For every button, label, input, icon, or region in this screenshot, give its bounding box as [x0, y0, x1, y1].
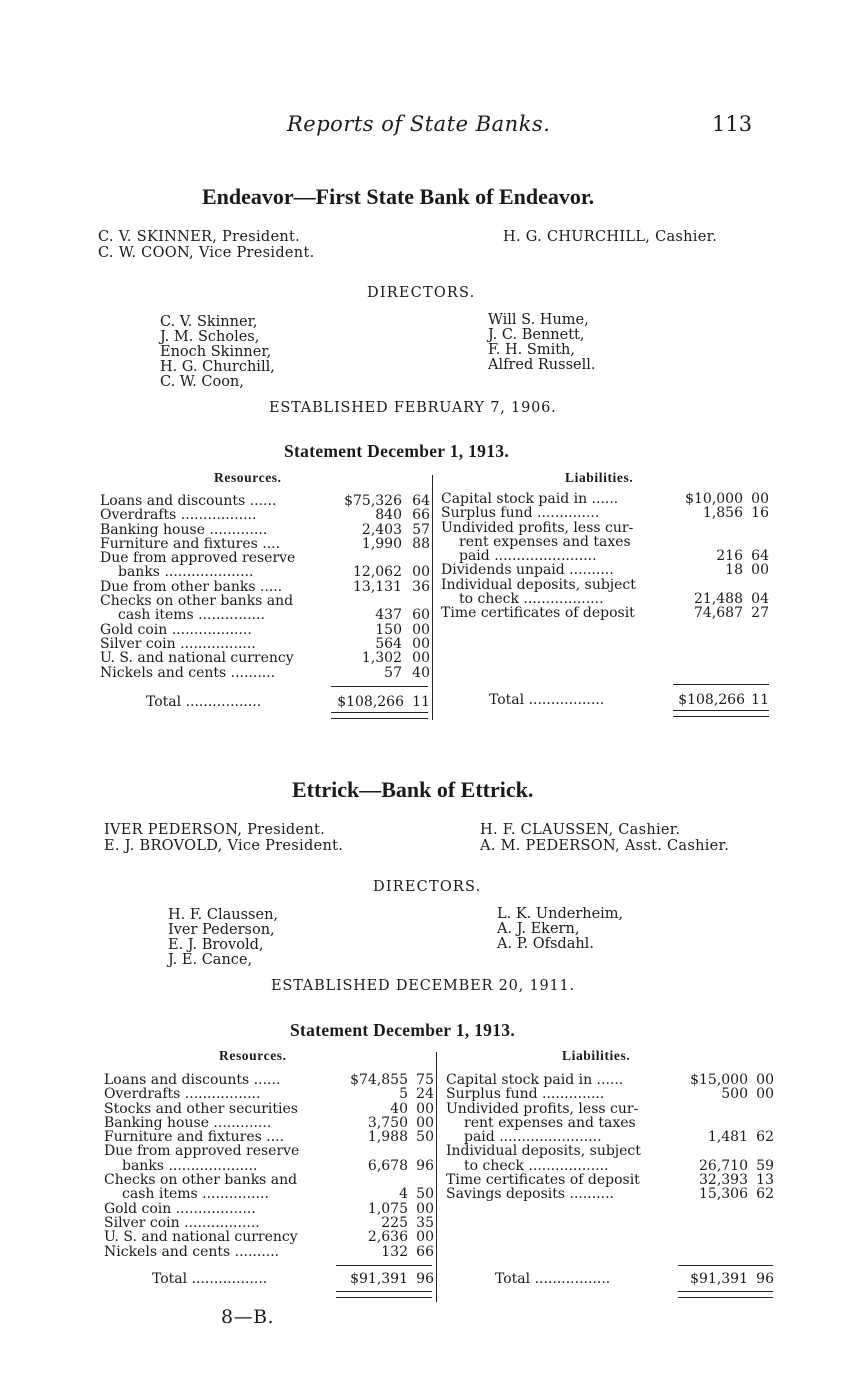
row-amount: 437 — [375, 607, 402, 624]
total-cents: 11 — [751, 692, 769, 708]
row-cents: 75 — [416, 1072, 434, 1088]
total-cents: 96 — [416, 1271, 434, 1287]
statement-title-ettrick: Statement December 1, 1913. — [290, 1020, 516, 1040]
subtotal-rule — [678, 1265, 773, 1266]
row-cents: 62 — [756, 1186, 774, 1203]
directors-right-endeavor — [488, 313, 595, 373]
row-amount: 3,750 — [367, 1114, 408, 1131]
resource-row — [104, 1173, 434, 1187]
director-name: L. K. Underheim, — [497, 906, 624, 922]
resources-heading-endeavor: Resources. — [214, 470, 282, 485]
liability-row — [441, 578, 769, 592]
row-cents: 00 — [412, 564, 430, 581]
row-amount: 1,990 — [361, 535, 402, 552]
row-amount: $10,000 — [685, 491, 743, 507]
row-amount: 40 — [390, 1100, 408, 1117]
officers-right-ettrick — [480, 822, 729, 854]
row-cents: 62 — [756, 1129, 774, 1146]
running-head — [0, 112, 867, 140]
row-label: Banking house ............. — [100, 522, 268, 537]
row-cents: 00 — [756, 1086, 774, 1103]
row-label: cash items ............... — [122, 1187, 269, 1202]
row-amount — [682, 1144, 748, 1158]
row-amount: 74,687 — [694, 605, 743, 622]
liabilities-total-ettrick — [495, 1272, 774, 1286]
resource-row — [104, 1144, 434, 1158]
row-label: rent expenses and taxes — [459, 534, 631, 550]
resource-row — [100, 494, 430, 508]
director-name: H. G. Churchill, — [160, 359, 275, 375]
row-label: Surplus fund .............. — [446, 1087, 605, 1102]
row-label: Undivided profits, less cur- — [441, 520, 634, 535]
liability-row — [441, 535, 769, 549]
row-cents — [748, 1102, 774, 1116]
row-label: Loans and discounts ...... — [104, 1073, 281, 1088]
row-cents: 60 — [412, 607, 430, 624]
row-amount: 26,710 — [699, 1157, 748, 1174]
row-cents: 57 — [412, 521, 430, 538]
row-label: Surplus fund .............. — [441, 506, 600, 521]
total-row — [152, 1272, 434, 1286]
total-label: Total ................. — [152, 1272, 268, 1287]
row-cents — [408, 1144, 434, 1158]
total-double-rule — [336, 1291, 432, 1298]
subtotal-rule — [673, 684, 769, 685]
row-cents: 96 — [416, 1157, 434, 1174]
running-title: Reports of State Banks. — [287, 112, 551, 136]
row-cents — [748, 1116, 774, 1130]
total-amount: $108,266 — [678, 692, 745, 708]
total-label: Total ................. — [146, 695, 262, 710]
liability-row — [441, 492, 769, 506]
director-name: F. H. Smith, — [488, 342, 575, 358]
officers-right-endeavor — [503, 229, 717, 245]
row-cents: 04 — [751, 591, 769, 608]
row-cents: 66 — [416, 1243, 434, 1260]
row-label: Checks on other banks and — [100, 594, 294, 609]
row-label: to check .................. — [464, 1158, 609, 1174]
row-label: Furniture and fixtures .... — [104, 1130, 285, 1145]
row-label: banks .................... — [118, 565, 254, 580]
row-cents: 27 — [751, 605, 769, 622]
row-cents: 00 — [412, 621, 430, 638]
total-double-rule — [331, 712, 428, 719]
row-amount: 21,488 — [694, 591, 743, 608]
row-label: Silver coin ................. — [100, 636, 256, 652]
row-cents: 00 — [751, 562, 769, 579]
row-amount: 12,062 — [353, 564, 402, 581]
row-amount — [344, 1173, 408, 1187]
resource-row — [104, 1245, 434, 1259]
liability-row — [446, 1187, 774, 1201]
director-name: Alfred Russell. — [488, 357, 596, 373]
row-cents: 64 — [751, 548, 769, 565]
row-cents: 59 — [756, 1157, 774, 1174]
row-cents: 88 — [412, 535, 430, 552]
page-number: 113 — [712, 112, 753, 136]
liabilities-total-endeavor — [489, 693, 769, 707]
row-label: rent expenses and taxes — [464, 1115, 636, 1131]
row-amount — [336, 551, 402, 565]
row-label: Checks on other banks and — [104, 1173, 298, 1188]
row-label: paid ....................... — [459, 549, 597, 564]
column-divider — [436, 1052, 437, 1302]
row-amount: $75,326 — [344, 493, 402, 509]
bank-title-ettrick: Ettrick—Bank of Ettrick. — [292, 777, 534, 802]
resource-row — [100, 565, 430, 579]
row-cents — [748, 1144, 774, 1158]
row-amount — [682, 1116, 748, 1130]
row-label: Nickels and cents .......... — [100, 665, 276, 680]
row-label: U. S. and national currency — [104, 1230, 298, 1245]
liability-row — [446, 1144, 774, 1158]
total-amount: $108,266 — [337, 694, 404, 710]
director-name: Enoch Skinner, — [160, 344, 272, 360]
row-label: to check .................. — [459, 592, 604, 607]
liabilities-table-endeavor — [441, 492, 769, 621]
row-label: Furniture and fixtures .... — [100, 536, 281, 552]
row-amount — [677, 521, 743, 535]
row-cents: 00 — [416, 1100, 434, 1117]
row-label: Due from approved reserve — [104, 1144, 300, 1159]
director-name: Will S. Hume, — [488, 312, 589, 328]
established-ettrick: ESTABLISHED DECEMBER 20, 1911. — [271, 978, 575, 994]
liability-row — [441, 592, 769, 606]
directors-left-ettrick — [168, 908, 278, 968]
officer-president: IVER PEDERSON, President. — [104, 822, 326, 838]
officer-cashier: H. G. CHURCHILL, Cashier. — [503, 229, 718, 245]
resource-row — [104, 1102, 434, 1116]
row-label: cash items ............... — [118, 608, 265, 623]
statement-title-endeavor: Statement December 1, 1913. — [284, 441, 510, 461]
row-amount — [677, 578, 743, 592]
row-amount: 500 — [721, 1086, 748, 1103]
row-amount: 132 — [381, 1243, 408, 1260]
row-amount: 6,678 — [367, 1157, 408, 1174]
row-amount: 1,075 — [367, 1200, 408, 1217]
column-divider — [432, 475, 433, 720]
liability-row — [446, 1130, 774, 1144]
resources-total-endeavor — [146, 695, 430, 709]
total-label: Total ................. — [495, 1272, 611, 1287]
director-name: J. M. Scholes, — [160, 329, 260, 345]
officer-president: C. V. SKINNER, President. — [98, 229, 301, 245]
resource-row — [104, 1073, 434, 1087]
row-label: banks .................... — [122, 1158, 258, 1174]
resource-row — [104, 1202, 434, 1216]
row-amount: 4 — [399, 1186, 408, 1203]
row-label: Individual deposits, subject — [441, 577, 636, 593]
officers-left-endeavor — [98, 229, 314, 261]
resources-heading-ettrick: Resources. — [219, 1048, 287, 1063]
resource-row — [100, 608, 430, 622]
row-amount: 564 — [375, 635, 402, 652]
resource-row — [104, 1159, 434, 1173]
officer-asst-cashier: A. M. PEDERSON, Asst. Cashier. — [480, 838, 730, 854]
row-amount: 2,636 — [367, 1229, 408, 1246]
bank-title-endeavor: Endeavor—First State Bank of Endeavor. — [202, 184, 595, 209]
row-cents: 36 — [412, 578, 430, 595]
liability-row — [441, 563, 769, 577]
directors-right-ettrick — [497, 907, 623, 952]
total-row — [146, 695, 430, 709]
liability-row — [446, 1087, 774, 1101]
director-name: C. V. Skinner, — [160, 314, 258, 330]
resources-total-ettrick — [152, 1272, 434, 1286]
resource-row — [104, 1230, 434, 1244]
director-name: J. E. Cance, — [168, 952, 253, 968]
liability-row — [441, 549, 769, 563]
row-cents: 35 — [416, 1214, 434, 1231]
row-cents: 64 — [412, 493, 430, 509]
row-label: Time certificates of deposit — [446, 1173, 640, 1188]
subtotal-rule — [336, 1265, 432, 1266]
row-amount: 1,481 — [707, 1129, 748, 1146]
row-label: Overdrafts ................. — [100, 508, 257, 523]
total-amount: $91,391 — [690, 1271, 748, 1287]
row-cents: 00 — [416, 1229, 434, 1246]
liability-row — [446, 1173, 774, 1187]
row-amount: 5 — [399, 1086, 408, 1103]
total-amount: $91,391 — [350, 1271, 408, 1287]
row-cents: 50 — [416, 1129, 434, 1146]
row-label: Dividends unpaid .......... — [441, 563, 614, 578]
row-cents — [743, 521, 769, 535]
resource-row — [100, 623, 430, 637]
row-label: paid ....................... — [464, 1130, 602, 1145]
liability-row — [446, 1102, 774, 1116]
row-cents: 00 — [412, 650, 430, 667]
established-endeavor: ESTABLISHED FEBRUARY 7, 1906. — [269, 400, 557, 416]
row-amount: 840 — [375, 507, 402, 524]
row-amount: $15,000 — [690, 1072, 748, 1088]
row-cents — [402, 594, 430, 608]
total-cents: 96 — [756, 1271, 774, 1287]
row-amount: 225 — [381, 1214, 408, 1231]
liability-row — [441, 521, 769, 535]
row-label: Individual deposits, subject — [446, 1144, 641, 1159]
row-label: Stocks and other securities — [104, 1101, 298, 1116]
row-amount: 57 — [384, 664, 402, 681]
row-cents — [408, 1173, 434, 1187]
total-double-rule — [673, 710, 769, 717]
row-amount — [336, 594, 402, 608]
directors-heading-ettrick: DIRECTORS. — [373, 879, 482, 895]
liability-row — [446, 1073, 774, 1087]
row-label: Gold coin .................. — [100, 622, 252, 637]
resource-row — [100, 551, 430, 565]
total-label: Total ................. — [489, 693, 605, 708]
row-cents: 00 — [412, 635, 430, 652]
row-label: Silver coin ................. — [104, 1215, 260, 1231]
total-row — [495, 1272, 774, 1286]
resource-row — [104, 1216, 434, 1230]
director-name: A. J. Ekern, — [497, 921, 580, 937]
row-amount: 1,988 — [367, 1129, 408, 1146]
row-amount: $74,855 — [350, 1072, 408, 1088]
row-cents — [743, 578, 769, 592]
row-cents: 16 — [751, 505, 769, 522]
row-amount: 32,393 — [699, 1172, 748, 1189]
row-amount — [677, 535, 743, 549]
officer-vice-president: E. J. BROVOLD, Vice President. — [104, 838, 344, 854]
resource-row — [100, 580, 430, 594]
liabilities-heading-endeavor: Liabilities. — [565, 470, 634, 485]
liability-row — [446, 1116, 774, 1130]
row-cents: 24 — [416, 1086, 434, 1103]
director-name: Iver Pederson, — [168, 922, 275, 938]
total-row — [489, 693, 769, 707]
row-label: Nickels and cents .......... — [104, 1244, 280, 1259]
row-label: Capital stock paid in ...... — [446, 1073, 624, 1088]
director-name: J. C. Bennett, — [488, 327, 585, 343]
row-cents: 00 — [416, 1200, 434, 1217]
row-label: Gold coin .................. — [104, 1201, 256, 1216]
row-amount: 1,302 — [361, 650, 402, 667]
row-label: Due from other banks ..... — [100, 579, 283, 595]
row-label: Loans and discounts ...... — [100, 494, 277, 509]
row-amount: 15,306 — [699, 1186, 748, 1203]
row-label: Banking house ............. — [104, 1115, 272, 1131]
resource-row — [100, 594, 430, 608]
subtotal-rule — [331, 686, 428, 687]
row-cents: 00 — [756, 1072, 774, 1088]
row-label: Due from approved reserve — [100, 551, 296, 566]
row-amount: 216 — [716, 548, 743, 565]
director-name: H. F. Claussen, — [168, 907, 279, 923]
row-label: Capital stock paid in ...... — [441, 492, 619, 507]
director-name: A. P. Ofsdahl. — [497, 936, 594, 952]
row-cents — [402, 551, 430, 565]
row-amount: 2,403 — [361, 521, 402, 538]
row-cents: 00 — [416, 1114, 434, 1131]
liability-row — [441, 506, 769, 520]
row-cents: 40 — [412, 664, 430, 681]
resource-row — [100, 508, 430, 522]
row-amount: 13,131 — [353, 578, 402, 595]
liabilities-heading-ettrick: Liabilities. — [562, 1048, 631, 1063]
row-label: Savings deposits .......... — [446, 1187, 614, 1202]
row-cents: 00 — [751, 491, 769, 507]
row-label: Overdrafts ................. — [104, 1087, 261, 1102]
resources-table-endeavor — [100, 494, 430, 680]
resource-row — [104, 1087, 434, 1101]
row-amount: 150 — [375, 621, 402, 638]
liabilities-table-ettrick — [446, 1073, 774, 1202]
officer-cashier: H. F. CLAUSSEN, Cashier. — [480, 822, 681, 838]
row-label: U. S. and national currency — [100, 651, 294, 666]
total-cents: 11 — [412, 694, 430, 710]
row-label: Time certificates of deposit — [441, 606, 635, 621]
officers-left-ettrick — [104, 822, 343, 854]
resource-row — [100, 666, 430, 680]
directors-heading-endeavor: DIRECTORS. — [367, 285, 476, 301]
row-amount — [344, 1144, 408, 1158]
row-label: Undivided profits, less cur- — [446, 1101, 639, 1116]
director-name: E. J. Brovold, — [168, 937, 264, 953]
resource-row — [100, 651, 430, 665]
officer-vice-president: C. W. COON, Vice President. — [98, 245, 315, 261]
total-double-rule — [678, 1291, 773, 1298]
resource-row — [100, 637, 430, 651]
resources-table-ettrick — [104, 1073, 434, 1259]
director-name: C. W. Coon, — [160, 374, 244, 390]
resource-row — [104, 1130, 434, 1144]
row-cents: 50 — [416, 1186, 434, 1203]
row-amount: 18 — [725, 562, 743, 579]
row-amount — [682, 1102, 748, 1116]
signature-mark: 8—B. — [221, 1306, 275, 1328]
resource-row — [100, 537, 430, 551]
row-cents: 13 — [756, 1172, 774, 1189]
resource-row — [104, 1187, 434, 1201]
directors-left-endeavor — [160, 315, 275, 390]
liability-row — [441, 606, 769, 620]
resource-row — [104, 1116, 434, 1130]
row-cents: 66 — [412, 507, 430, 524]
row-cents — [743, 535, 769, 549]
resource-row — [100, 523, 430, 537]
row-amount: 1,856 — [702, 505, 743, 522]
liability-row — [446, 1159, 774, 1173]
